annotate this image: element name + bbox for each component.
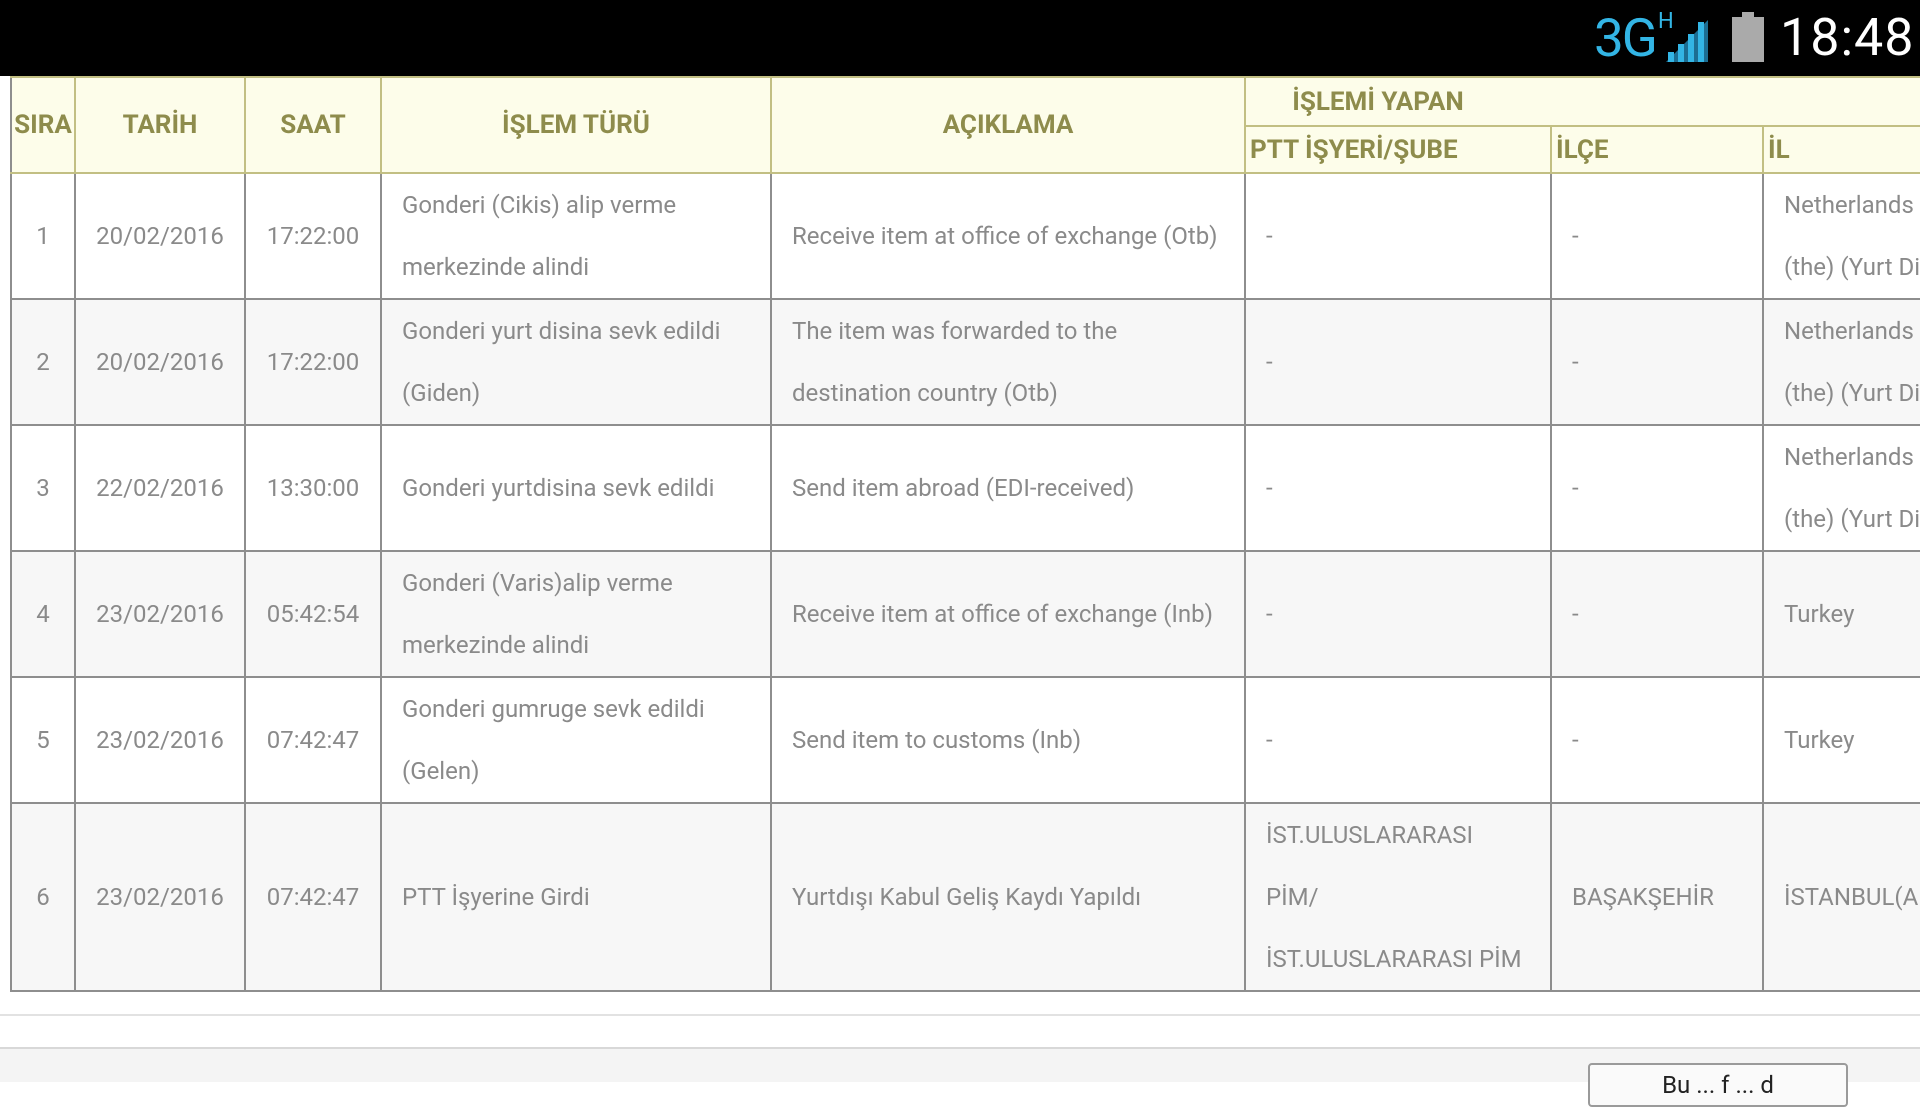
status-bar [0, 0, 1920, 76]
header-islemi-yapan [1245, 77, 1920, 126]
cell-il [1763, 425, 1920, 551]
cell-islem-turu: Gonderi yurt disina sevk edildi (Giden) [381, 299, 771, 425]
cell-il-line: Netherlands [1784, 443, 1914, 471]
cell-ptt-isyeri: - [1245, 551, 1551, 677]
cell-ilce: - [1551, 425, 1763, 551]
cell-sira: 6 [11, 803, 75, 991]
signal-strength-icon [1660, 14, 1710, 62]
cell-il-line: (the) (Yurt Di [1784, 379, 1920, 407]
cell-islem-turu: PTT İşyerine Girdi [381, 803, 771, 991]
cell-islem-turu: Gonderi yurtdisina sevk edildi [381, 425, 771, 551]
battery-icon [1732, 12, 1764, 62]
cell-ilce: - [1551, 299, 1763, 425]
tracking-table [10, 76, 1920, 992]
cell-tarih: 22/02/2016 [75, 425, 245, 551]
cell-ilce: - [1551, 677, 1763, 803]
table-row [11, 551, 1920, 677]
cell-saat: 17:22:00 [245, 299, 381, 425]
cell-aciklama: The item was forwarded to the destination country (Otb) [771, 299, 1245, 425]
table-row [11, 299, 1920, 425]
cell-tarih: 23/02/2016 [75, 551, 245, 677]
cell-aciklama: Receive item at office of exchange (Otb) [771, 173, 1245, 299]
cell-saat: 17:22:00 [245, 173, 381, 299]
cell-il: İSTANBUL(A [1763, 803, 1920, 991]
cell-sira: 1 [11, 173, 75, 299]
cell-aciklama: Yurtdışı Kabul Geliş Kaydı Yapıldı [771, 803, 1245, 991]
header-il: İL [1763, 126, 1920, 173]
table-row [11, 677, 1920, 803]
header-saat: SAAT [245, 77, 381, 173]
header-islemi-yapan-label: İŞLEMİ YAPAN [1292, 86, 1464, 117]
header-sira: SIRA [11, 77, 75, 173]
header-ptt-isyeri: PTT İŞYERİ/ŞUBE [1245, 126, 1551, 173]
cell-ptt-isyeri: - [1245, 299, 1551, 425]
cell-ptt-isyeri: İST.ULUSLARARASI PİM/ İST.ULUSLARARASI PİM [1245, 803, 1551, 991]
header-ilce: İLÇE [1551, 126, 1763, 173]
cell-islem-turu: Gonderi gumruge sevk edildi (Gelen) [381, 677, 771, 803]
cell-saat: 13:30:00 [245, 425, 381, 551]
cell-sira: 5 [11, 677, 75, 803]
network-hplus-indicator: H [1658, 9, 1674, 34]
tracking-table-container [10, 76, 1920, 992]
cell-tarih: 20/02/2016 [75, 173, 245, 299]
cell-il [1763, 173, 1920, 299]
cell-ptt-isyeri: - [1245, 173, 1551, 299]
cell-tarih: 23/02/2016 [75, 803, 245, 991]
header-tarih: TARİH [75, 77, 245, 173]
cell-islem-turu: Gonderi (Cikis) alip verme merkezinde alindi [381, 173, 771, 299]
divider [0, 1014, 1920, 1016]
cell-aciklama: Send item to customs (Inb) [771, 677, 1245, 803]
cell-il [1763, 299, 1920, 425]
table-row [11, 173, 1920, 299]
cell-tarih: 20/02/2016 [75, 299, 245, 425]
cell-saat: 05:42:54 [245, 551, 381, 677]
cell-aciklama: Send item abroad (EDI-received) [771, 425, 1245, 551]
header-aciklama: AÇIKLAMA [771, 77, 1245, 173]
cell-ilce: BAŞAKŞEHİR [1551, 803, 1763, 991]
clock: 18:48 [1780, 7, 1915, 68]
cell-il: Turkey [1763, 677, 1920, 803]
cell-il-line: Netherlands [1784, 191, 1914, 219]
cell-saat: 07:42:47 [245, 803, 381, 991]
cell-ilce: - [1551, 551, 1763, 677]
cell-ptt-isyeri: - [1245, 425, 1551, 551]
cell-saat: 07:42:47 [245, 677, 381, 803]
table-row [11, 425, 1920, 551]
cell-aciklama: Receive item at office of exchange (Inb) [771, 551, 1245, 677]
cell-ilce: - [1551, 173, 1763, 299]
network-type: 3G [1594, 7, 1656, 69]
cell-sira: 3 [11, 425, 75, 551]
bottom-action-button[interactable]: Bu ... f ... d [1588, 1063, 1848, 1107]
cell-islem-turu: Gonderi (Varis)alip verme merkezinde alindi [381, 551, 771, 677]
cell-sira: 2 [11, 299, 75, 425]
cell-tarih: 23/02/2016 [75, 677, 245, 803]
cell-il-line: Netherlands [1784, 317, 1914, 345]
cell-sira: 4 [11, 551, 75, 677]
cell-il: Turkey [1763, 551, 1920, 677]
cell-il-line: (the) (Yurt Di [1784, 505, 1920, 533]
cell-il-line: (the) (Yurt Di [1784, 253, 1920, 281]
table-row [11, 803, 1920, 991]
header-islem-turu: İŞLEM TÜRÜ [381, 77, 771, 173]
cell-ptt-isyeri: - [1245, 677, 1551, 803]
